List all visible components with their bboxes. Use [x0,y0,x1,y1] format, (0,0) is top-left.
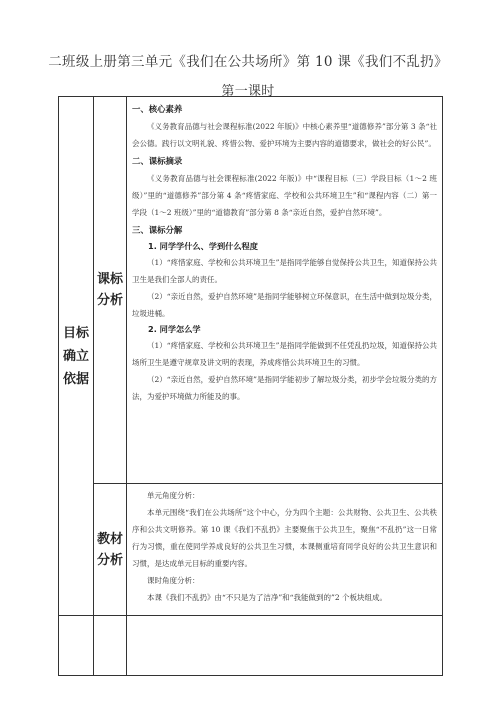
empty-row [59,616,443,676]
subsection-text-what-2: （2）“亲近自然，爱护自然环境”是指同学能够树立环保意识，在生活中做到垃圾分类，垃圾进桶。 [132,292,437,318]
unit-heading: 单元角度分析： [147,491,200,500]
subsection-text-how-1: （1）“疼惜家庭、学校和公共环境卫生”是指同学能做到不任凭乱扔垃圾，知道保持公共场所卫生是遵守规章及讲文明的表现，养成疼惜公共环境卫生的习惯。 [132,341,437,367]
textbook-analysis-row [59,484,443,616]
empty-cell-1 [59,616,94,676]
subsection-heading-what: 1. 同学学什么、学到什么程度 [148,241,258,251]
subsection-heading-how: 2. 同学怎么学 [148,324,201,334]
document-subtitle: 第一课时 [221,84,275,99]
section-heading-core: 一、核心素养 [132,104,183,114]
section-text-excerpt: 《义务教育品德与社会课程标准(2022 年版)》中“课程目标（三）学段目标（1～2 班级）”里的“道德修养”部分第 4 条“疼惜家庭、学校和公共环境卫生”和“课程内容（二）第一学段（1～2 班级）”里的“道德教育”部分第 8 条“亲近自然，爱护自然环境”。 [132,174,437,217]
empty-cell-2 [94,616,127,676]
unit-text: 本单元围绕“我们在公共场所”这个中心，分为四个主题：公共财物、公共卫生、公共秩序和公共文明修养。第 10 课《我们不乱扔》主要聚焦于公共卫生，聚焦“不乱扔”这一日常行为习惯，重在使同学养成良好的公共卫生习惯，本课侧重培育同学良好的公共卫生意识和习惯，是达成单元目标的重要内容。 [132,508,437,568]
empty-cell-3 [127,616,443,676]
textbook-analysis-label: 教材 分析 [94,484,127,616]
subsection-text-how-2: （2）“亲近自然，爱护自然环境”是指同学能初步了解垃圾分类，初步学会垃圾分类的方法，为爱护环境做力所能及的事。 [132,375,437,401]
lesson-text: 本课《我们不乱扔》由“不只是为了洁净”和“我能做到的”2 个板块组成。 [147,593,387,602]
standard-analysis-row [59,97,443,484]
target-basis-label: 目标 确立 依据 [59,97,94,616]
section-heading-excerpt: 二、课标摘录 [132,156,183,166]
lesson-heading: 课时角度分析： [147,576,200,585]
textbook-analysis-content [127,484,443,616]
standard-analysis-label: 课标 分析 [94,97,127,484]
standard-analysis-content [127,97,443,484]
section-text-core: 《义务教育品德与社会课程标准(2022 年版)》中核心素养里“道德修养”部分第 3 条“社会公德。践行以文明礼貌、疼惜公物、爱护环境为主要内容的道德要求，做社会的好公民”。 [132,122,437,148]
document-title: 二班级上册第三单元《我们在公共场所》第 10 课《我们不乱扔》 [48,54,448,70]
lesson-plan-table [58,96,443,676]
section-heading-breakdown: 三、课标分解 [132,225,183,235]
subsection-text-what-1: （1）“疼惜家庭、学校和公共环境卫生”是指同学能够自觉保持公共卫生，知道保持公共卫生是我们全部人的责任。 [132,258,437,284]
